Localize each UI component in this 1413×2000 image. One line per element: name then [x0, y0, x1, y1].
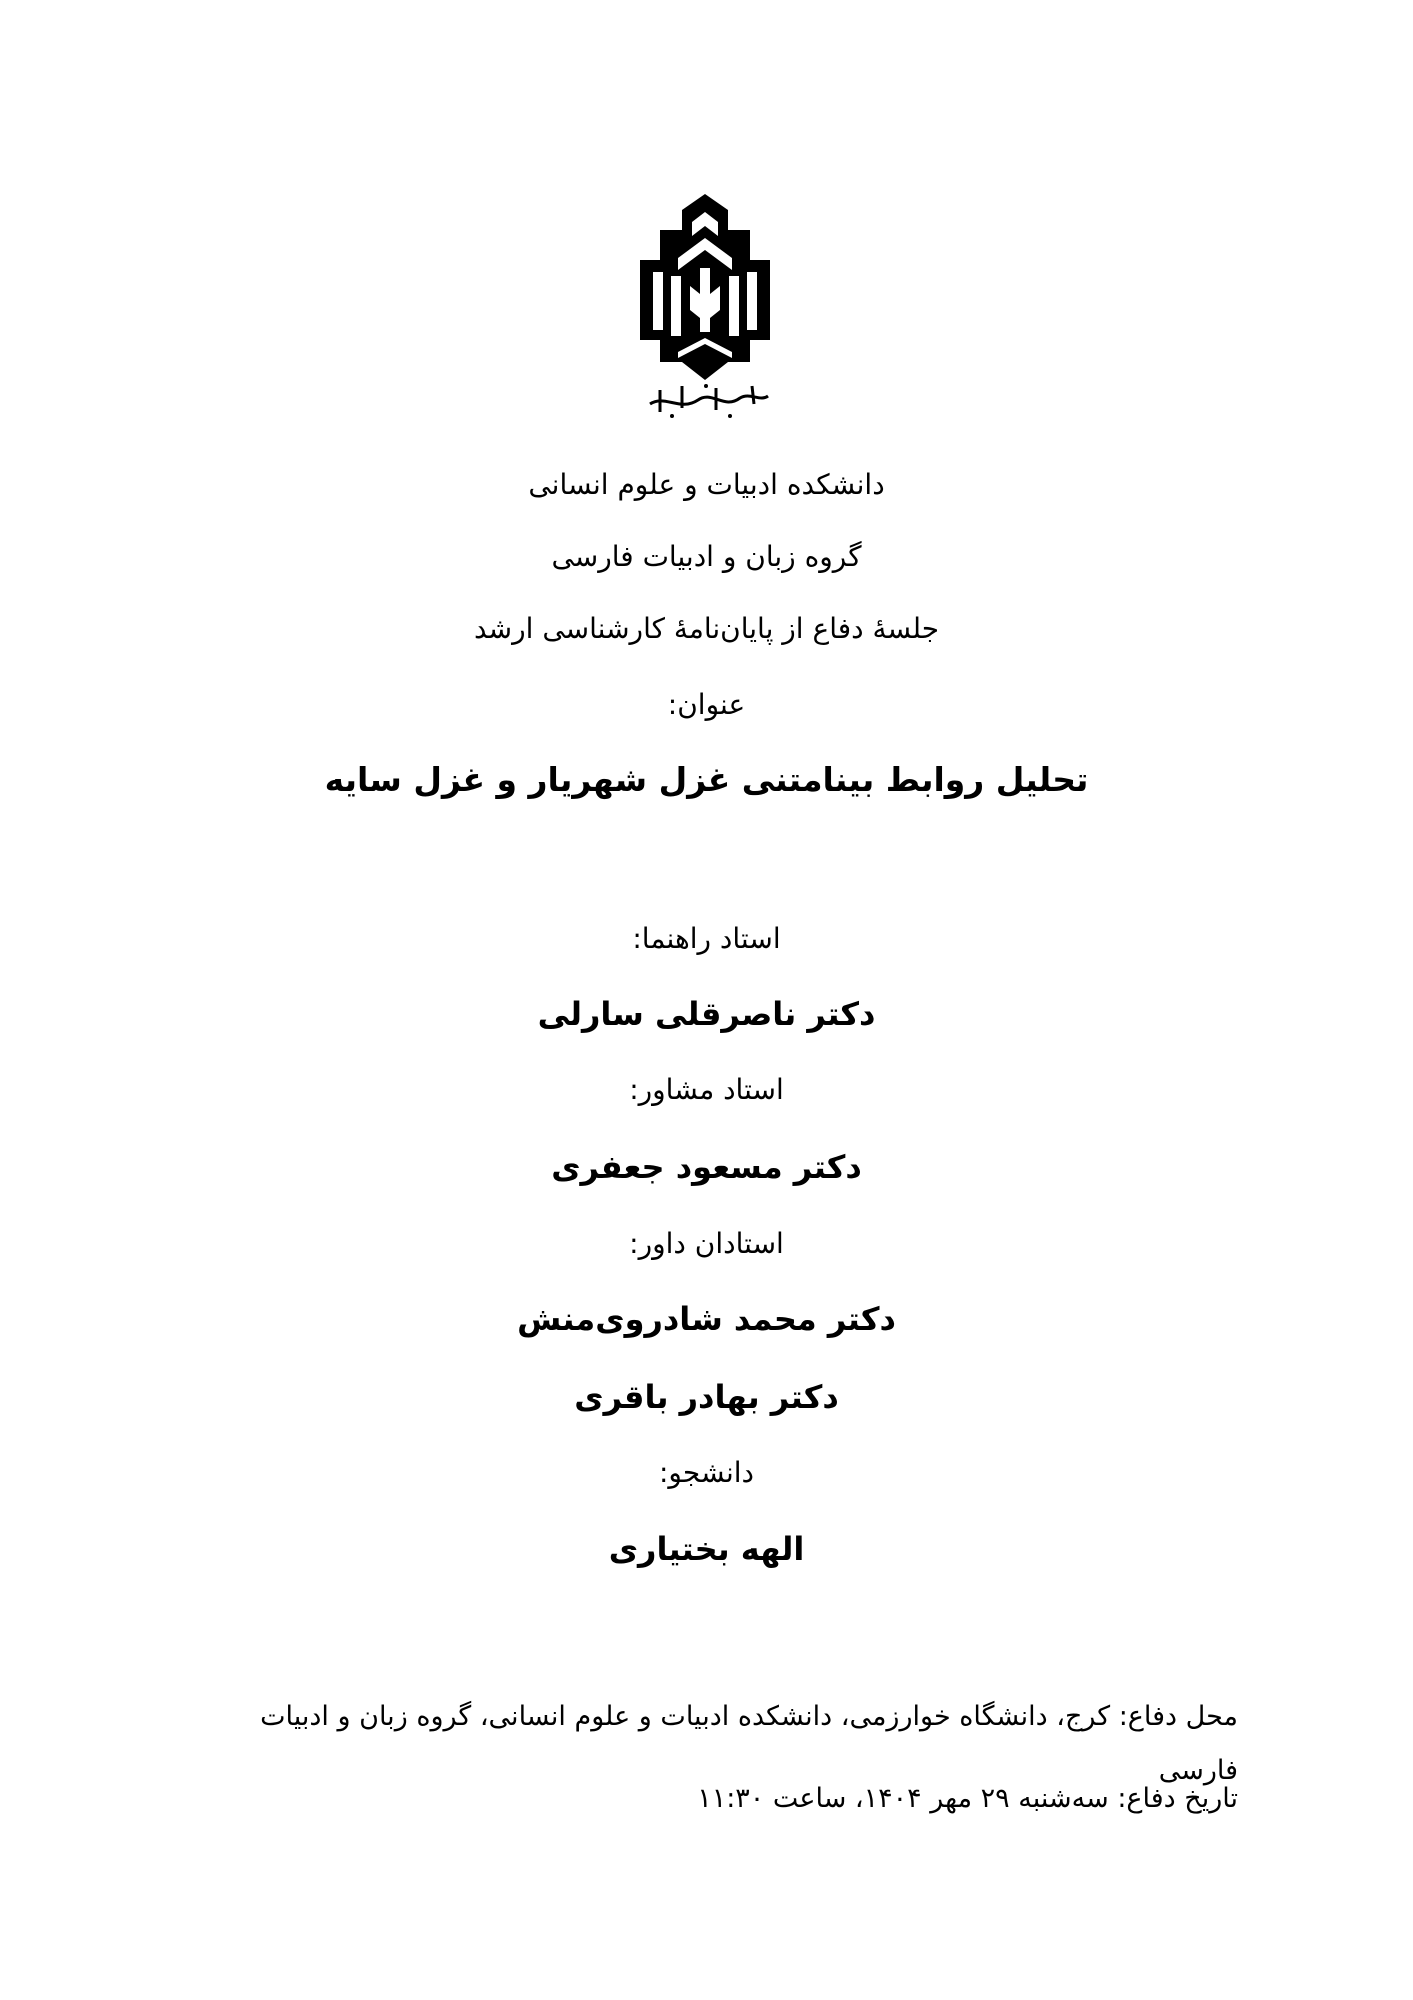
university-logo-mark	[620, 190, 790, 420]
supervisor-name: دکتر ناصرقلی سارلی	[537, 995, 876, 1033]
university-logo	[620, 190, 790, 420]
advisor-label: استاد مشاور:	[629, 1073, 784, 1106]
title-label: عنوان:	[667, 688, 746, 721]
examiners-label: استادان داور:	[629, 1227, 784, 1260]
department-name: گروه زبان و ادبیات فارسی	[551, 540, 862, 573]
session-heading: جلسۀ دفاع از پایان‌نامۀ کارشناسی ارشد	[473, 612, 940, 645]
examiner-name-2: دکتر بهادر باقری	[574, 1378, 839, 1416]
defense-venue: محل دفاع: کرج، دانشگاه خوارزمی، دانشکده ادبیات و علوم انسانی، گروه زبان و ادبیات فارسی	[260, 1701, 1238, 1786]
advisor-name: دکتر مسعود جعفری	[551, 1148, 862, 1186]
defense-datetime: تاریخ دفاع: سه‌شنبه ۲۹ مهر ۱۴۰۴، ساعت ۱۱:۳۰	[697, 1783, 1238, 1814]
student-label: دانشجو:	[659, 1456, 754, 1489]
supervisor-label: استاد راهنما:	[632, 922, 781, 955]
faculty-name: دانشکده ادبیات و علوم انسانی	[528, 468, 885, 501]
student-name: الهه بختیاری	[608, 1530, 805, 1568]
thesis-title: تحلیل روابط بینامتنی غزل شهریار و غزل سایه	[324, 760, 1089, 799]
examiner-name-1: دکتر محمد شادروی‌منش	[517, 1300, 896, 1338]
